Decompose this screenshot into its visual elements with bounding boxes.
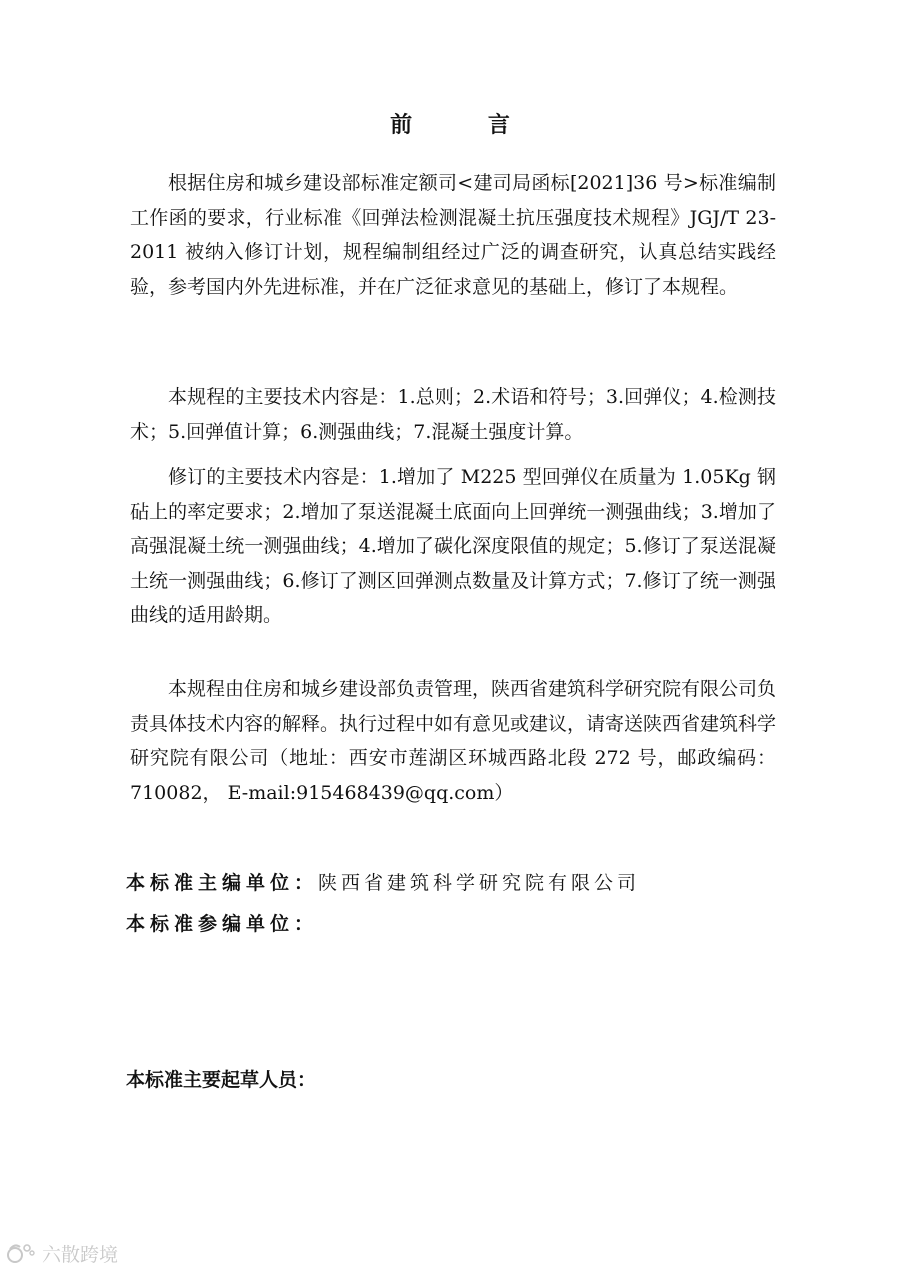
paragraph-intro: 根据住房和城乡建设部标准定额司<建司局函标[2021]36 号>标准编制工作函的要求，行业标准《回弹法检测混凝土抗压强度技术规程》JGJ/T 23-2011 被纳入修订计划，规程编制组经过广泛的调查研究，认真总结实践经验，参考国内外先进标准，并在广泛征求意见的基础上，修订了本规程。	[130, 172, 776, 298]
participating-unit-row	[126, 909, 318, 939]
paragraph-main-contents: 本规程的主要技术内容是：1.总则；2.术语和符号；3.回弹仪；4.检测技术；5.回弹值计算；6.测强曲线；7.混凝土强度计算。	[130, 386, 776, 443]
participating-unit-label: 本标准参编单位：	[126, 913, 319, 935]
watermark-text: 六散跨境	[42, 1243, 119, 1266]
paragraph-revisions: 修订的主要技术内容是：1.增加了 M225 型回弹仪在质量为 1.05Kg 钢砧上的率定要求；2.增加了泵送混凝土底面向上回弹统一测强曲线；3.增加了高强混凝土统一测强曲线；4.增加了碳化深度限值的规定；5.修订了泵送混凝土统一测强曲线；6.修订了测区回弹测点数量及计算方式；7.修订了统一测强曲线的适用龄期。	[130, 466, 776, 626]
chief-editor-unit-label: 本标准主编单位：	[126, 872, 319, 894]
main-drafters-label: 本标准主要起草人员：	[126, 1069, 317, 1091]
main-drafters-row	[126, 1065, 316, 1095]
watermark	[6, 1238, 118, 1268]
paragraph-management: 本规程由住房和城乡建设部负责管理，陕西省建筑科学研究院有限公司负责具体技术内容的解释。执行过程中如有意见或建议，请寄送陕西省建筑科学研究院有限公司（地址：西安市莲湖区环城西路北段 272 号，邮政编码：710082， E-mail:915468439@qq.com）	[130, 678, 777, 804]
chief-editor-unit-row	[126, 868, 640, 898]
chief-editor-unit-value: 陕西省建筑科学研究院有限公司	[318, 872, 641, 894]
watermark-logo-icon	[6, 1241, 36, 1265]
page-title: 前 言	[390, 112, 544, 138]
